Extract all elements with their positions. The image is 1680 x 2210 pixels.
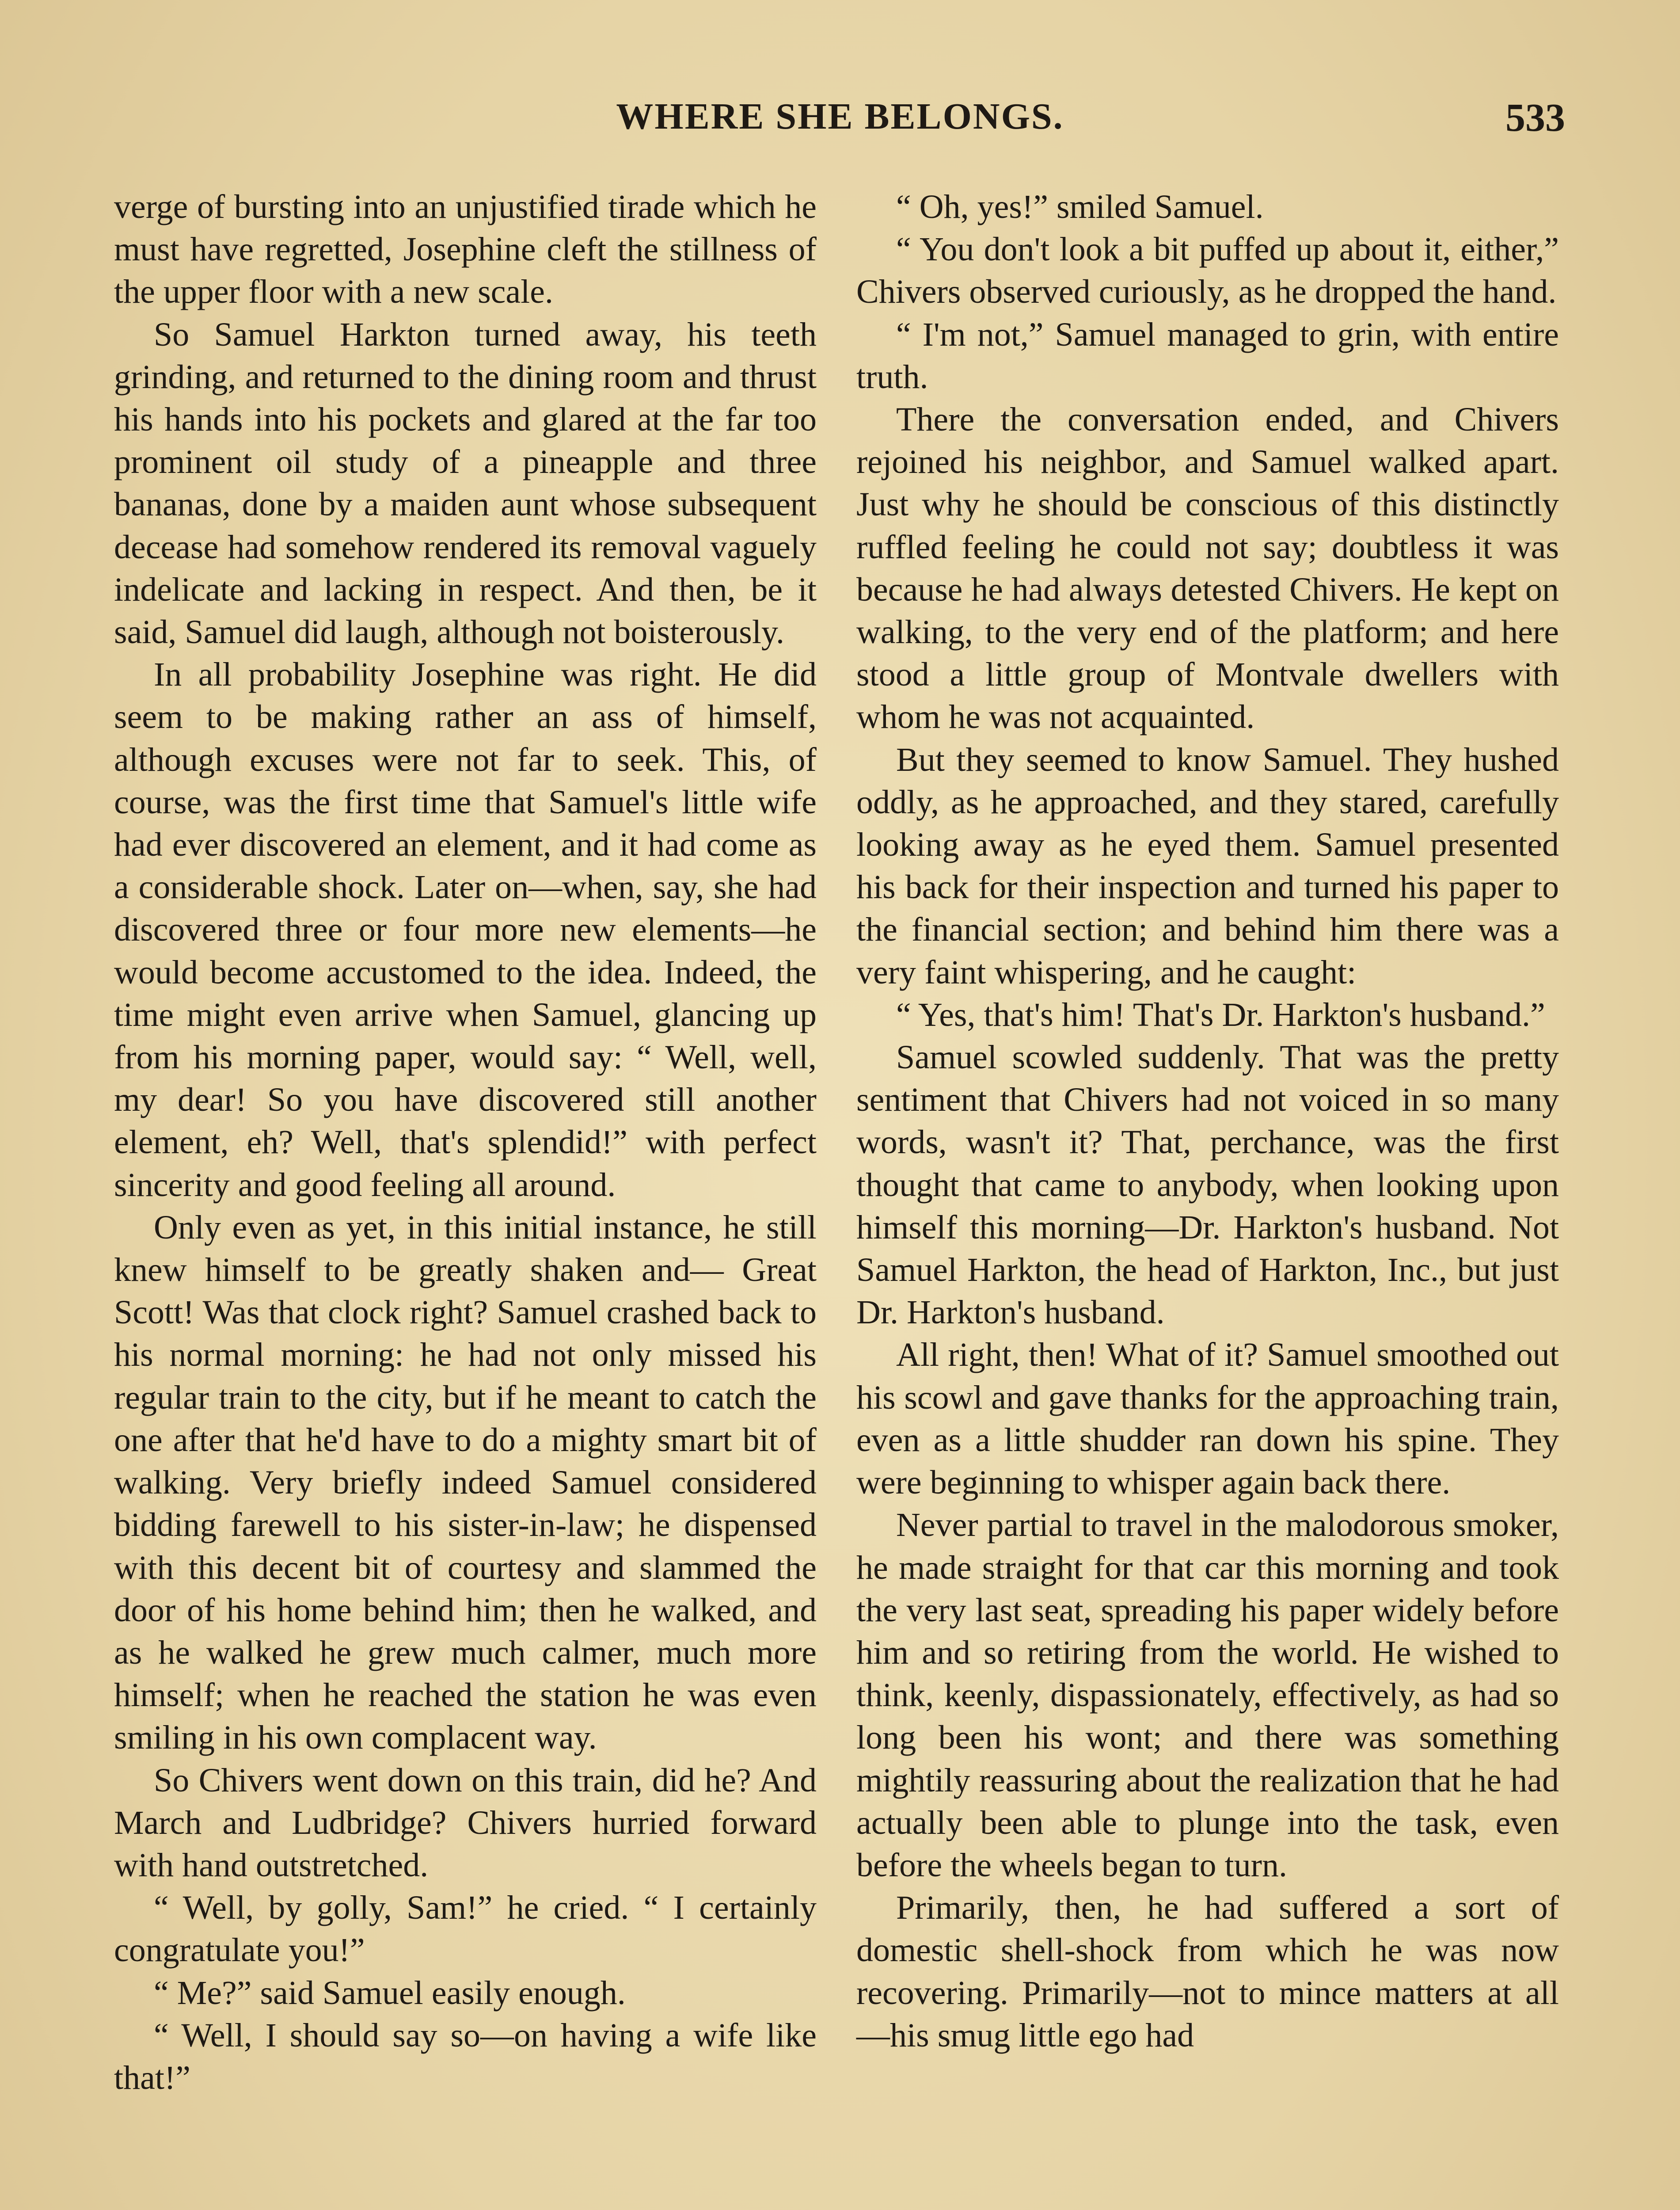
paragraph: “ Oh, yes!” smiled Samuel. (896, 188, 1264, 225)
paragraph: “ Me?” said Samuel easily enough. (154, 1974, 626, 2012)
page-number: 533 (1505, 96, 1565, 140)
paragraph: Samuel scowled suddenly. That was the pretty sentiment that Chivers had not voiced in so many words, wasn't it? That, perchance, was the first thought that came to anybody, when looking upon himself this morning—Dr. Harkton's husband. Not Samuel Harkton, the head of Harkton, Inc., but just Dr. Harkton's husband. (856, 1039, 1559, 1331)
paragraph: But they seemed to know Samuel. They hushed oddly, as he approached, and they stared, carefully looking away as he eyed them. Samuel presented his back for their inspection and turned his paper to the financial section; and behind him there was a very faint whispering, and he caught: (856, 741, 1559, 991)
paragraph: “ Yes, that's him! That's Dr. Harkton's husband.” (896, 996, 1545, 1033)
paragraph: “ You don't look a bit puffed up about it, either,” Chivers observed curiously, as he dropped the hand. (856, 231, 1559, 311)
running-title: WHERE SHE BELONGS. (616, 96, 1064, 137)
page-header (115, 95, 1565, 148)
paragraph: So Samuel Harkton turned away, his teeth grinding, and returned to the dining room and thrust his hands into his pockets and glared at the far too prominent oil study of a pineapple and three bananas, done by a maiden aunt whose subsequent decease had somehow rendered its removal vaguely indelicate and lacking in respect. And then, be it said, Samuel did laugh, although not boisterously. (114, 316, 817, 651)
paragraph: Only even as yet, in this initial instance, he still knew himself to be greatly shaken and— Great Scott! Was that clock right? Samuel crashed back to his normal morning: he had not only missed his regular train to the city, but if he meant to catch the one after that he'd have to do a mighty smart bit of walking. Very briefly indeed Samuel considered bidding farewell to his sister-in-law; he dispensed with this decent bit of courtesy and slammed the door of his home behind him; then he walked, and as he walked he grew much calmer, much more himself; when he reached the station he was even smiling in his own complacent way. (114, 1208, 817, 1757)
left-column (114, 186, 817, 2099)
right-column (856, 186, 1559, 2057)
paragraph: Primarily, then, he had suffered a sort of domestic shell-shock from which he was now recovering. Primarily—not to mince matters at all—his smug little ego had (856, 1889, 1559, 2054)
paragraph: “ Well, by golly, Sam!” he cried. “ I certainly congratulate you!” (114, 1889, 817, 1969)
paragraph: In all probability Josephine was right. He did seem to be making rather an ass of himself, although excuses were not far to seek. This, of course, was the first time that Samuel's little wife had ever discovered an element, and it had come as a considerable shock. Later on—when, say, she had discovered three or four more new elements—he would become accustomed to the idea. Indeed, the time might even arrive when Samuel, glancing up from his morning paper, would say: “ Well, well, my dear! So you have discovered still another element, eh? Well, that's splendid!” with perfect sincerity and good feeling all around. (114, 656, 817, 1204)
paragraph: “ I'm not,” Samuel managed to grin, with entire truth. (856, 316, 1559, 396)
paragraph: Never partial to travel in the malodorous smoker, he made straight for that car this morning and took the very last seat, spreading his paper widely before him and so retiring from the world. He wished to think, keenly, dispassionately, effectively, as had so long been his wont; and there was something mightily reassuring about the realization that he had actually been able to plunge into the task, even before the wheels began to turn. (856, 1506, 1559, 1884)
paragraph: All right, then! What of it? Samuel smoothed out his scowl and gave thanks for the approaching train, even as a little shudder ran down his spine. They were beginning to whisper again back there. (856, 1336, 1559, 1501)
paragraph: There the conversation ended, and Chivers rejoined his neighbor, and Samuel walked apart. Just why he should be conscious of this distinctly ruffled feeling he could not say; doubtless it was because he had always detested Chivers. He kept on walking, to the very end of the platform; and here stood a little group of Montvale dwellers with whom he was not acquainted. (856, 401, 1559, 736)
paragraph: “ Well, I should say so—on having a wife like that!” (114, 2016, 817, 2096)
paragraph: verge of bursting into an unjustified tirade which he must have regretted, Josephine cleft the stillness of the upper floor with a new scale. (114, 188, 817, 311)
paragraph: So Chivers went down on this train, did he? And March and Ludbridge? Chivers hurried forward with hand outstretched. (114, 1761, 817, 1884)
